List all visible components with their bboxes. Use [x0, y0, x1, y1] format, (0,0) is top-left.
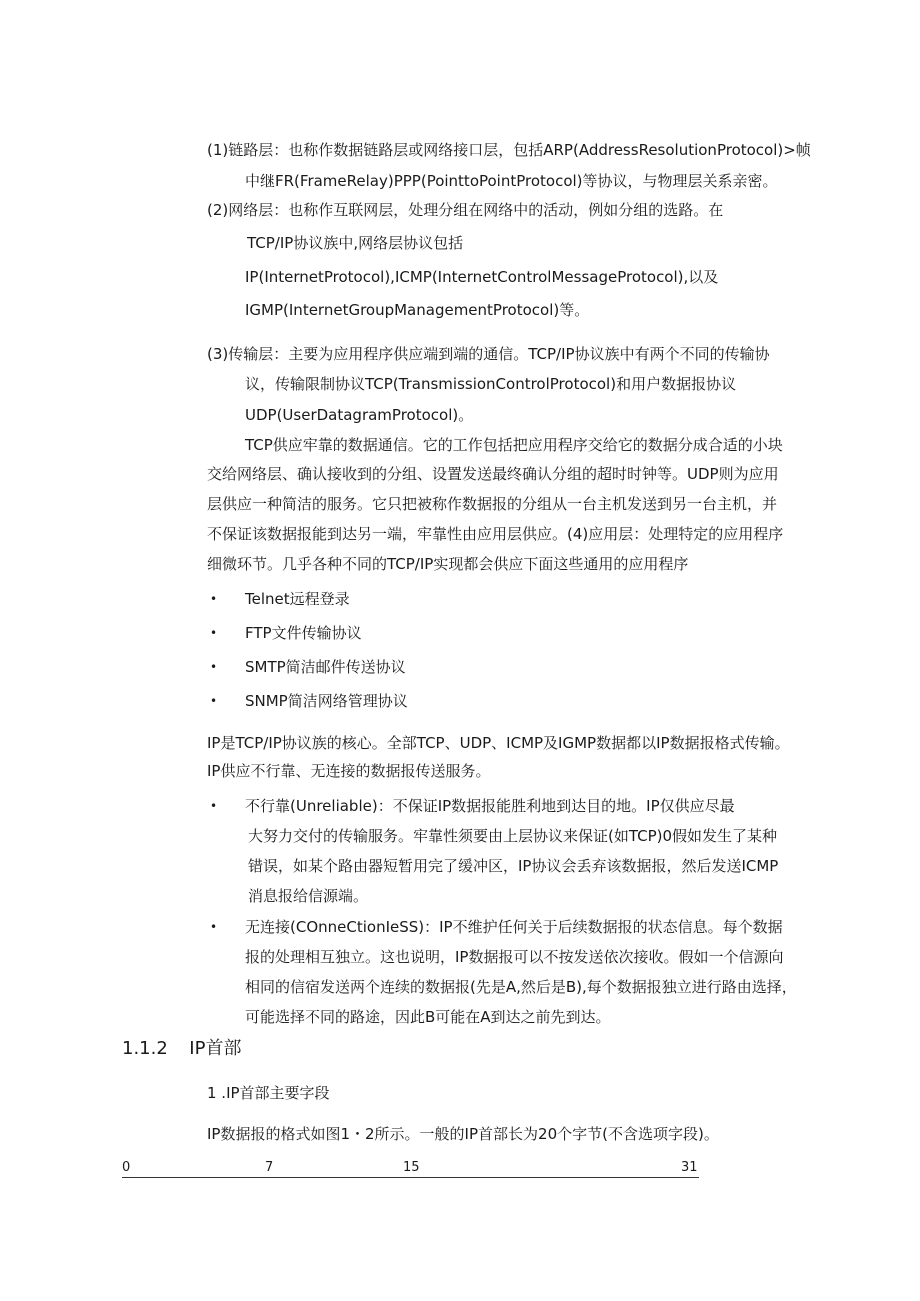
subheading: 1 .IP首部主要字段: [207, 1084, 330, 1102]
ip-intro-line-1: IP是TCP/IP协议族的核心。全部TCP、UDP、ICMP及IGMP数据都以IP数据报格式传输。: [207, 734, 790, 752]
unreliable-line-2: 大努力交付的传输服务。牢靠性须要由上层协议来保证(如TCP)0假如发生了某种: [248, 827, 778, 845]
tcp-paragraph-line-3: 层供应一种简洁的服务。它只把被称作数据报的分组从一台主机发送到另一台主机，并: [207, 495, 778, 513]
connectionless-line-4: 可能选择不同的路途，因此B可能在A到达之前先到达。: [245, 1008, 611, 1026]
bit-tick-0: 0: [122, 1160, 131, 1175]
connectionless-line-1: 无连接(COnneCtionIeSS)：IP不维护任何关于后续数据报的状态信息。每个数据: [245, 918, 783, 936]
bit-tick-7: 7: [265, 1160, 274, 1175]
section-title: IP首部: [189, 1038, 242, 1059]
layer-network-line-3: IP(InternetProtocol),ICMP(InternetControlMessageProtocol),以及: [245, 268, 719, 286]
figure-intro: IP数据报的格式如图1・2所示。一般的IP首部长为20个字节(不含选项字段)。: [207, 1125, 719, 1143]
bullet-icon: •: [210, 626, 218, 640]
section-number: 1.1.2: [122, 1038, 168, 1059]
bullet-icon: •: [210, 694, 218, 708]
unreliable-line-1: 不行靠(Unreliable)：不保证IP数据报能胜利地到达目的地。IP仅供应尽最: [245, 797, 735, 815]
layer-network-line-4: IGMP(InternetGroupManagementProtocol)等。: [245, 301, 590, 319]
unreliable-line-4: 消息报给信源端。: [248, 887, 369, 905]
tcp-paragraph-line-5: 细微环节。几乎各种不同的TCP/IP实现都会供应下面这些通用的应用程序: [207, 555, 689, 573]
app-item-ftp: FTP文件传输协议: [245, 624, 362, 642]
tcp-paragraph-line-4: 不保证该数据报能到达另一端，牢靠性由应用层供应。(4)应用层：处理特定的应用程序: [207, 525, 784, 543]
ip-intro-line-2: IP供应不行靠、无连接的数据报传送服务。: [207, 762, 491, 780]
layer-transport-line-2: 议，传输限制协议TCP(TransmissionControlProtocol)和用户数据报协议: [245, 375, 737, 393]
tcp-paragraph-line-1: TCP供应牢靠的数据通信。它的工作包括把应用程序交给它的数据分成合适的小块: [245, 436, 783, 454]
app-item-telnet: Telnet远程登录: [245, 590, 350, 608]
bullet-icon: •: [210, 799, 218, 813]
layer-link-line-1: (1)链路层：也称作数据链路层或网络接口层，包括ARP(AddressResolutionProtocol)>帧: [207, 141, 811, 159]
layer-network-line-1: (2)网络层：也称作互联网层，处理分组在网络中的活动，例如分组的选路。在: [207, 201, 724, 219]
bit-tick-15: 15: [403, 1160, 420, 1175]
layer-transport-line-3: UDP(UserDatagramProtocol)。: [245, 406, 474, 424]
bullet-icon: •: [210, 592, 218, 606]
app-item-snmp: SNMP简洁网络管理协议: [245, 692, 408, 710]
layer-network-line-2: TCP/IP协议族中,网络层协议包括: [247, 234, 464, 252]
bullet-icon: •: [210, 660, 218, 674]
tcp-paragraph-line-2: 交给网络层、确认接收到的分组、设置发送最终确认分组的超时时钟等。UDP则为应用: [207, 465, 779, 483]
app-item-smtp: SMTP简洁邮件传送协议: [245, 658, 406, 676]
connectionless-line-2: 报的处理相互独立。这也说明，IP数据报可以不按发送依次接收。假如一个信源向: [245, 948, 784, 966]
unreliable-line-3: 错误，如某个路由器短暂用完了缓冲区，IP协议会丢弃该数据报，然后发送ICMP: [248, 857, 779, 875]
section-heading: [122, 1037, 241, 1061]
layer-transport-line-1: (3)传输层：主要为应用程序供应端到端的通信。TCP/IP协议族中有两个不同的传输协: [207, 345, 770, 363]
bit-ruler-line: [122, 1177, 699, 1178]
bullet-icon: •: [210, 920, 218, 934]
bit-tick-31: 31: [681, 1160, 698, 1175]
connectionless-line-3: 相同的信宿发送两个连续的数据报(先是A,然后是B),每个数据报独立进行路由选择，: [245, 978, 797, 996]
layer-link-line-2: 中继FR(FrameRelay)PPP(PointtoPointProtocol)等协议，与物理层关系亲密。: [245, 172, 778, 190]
